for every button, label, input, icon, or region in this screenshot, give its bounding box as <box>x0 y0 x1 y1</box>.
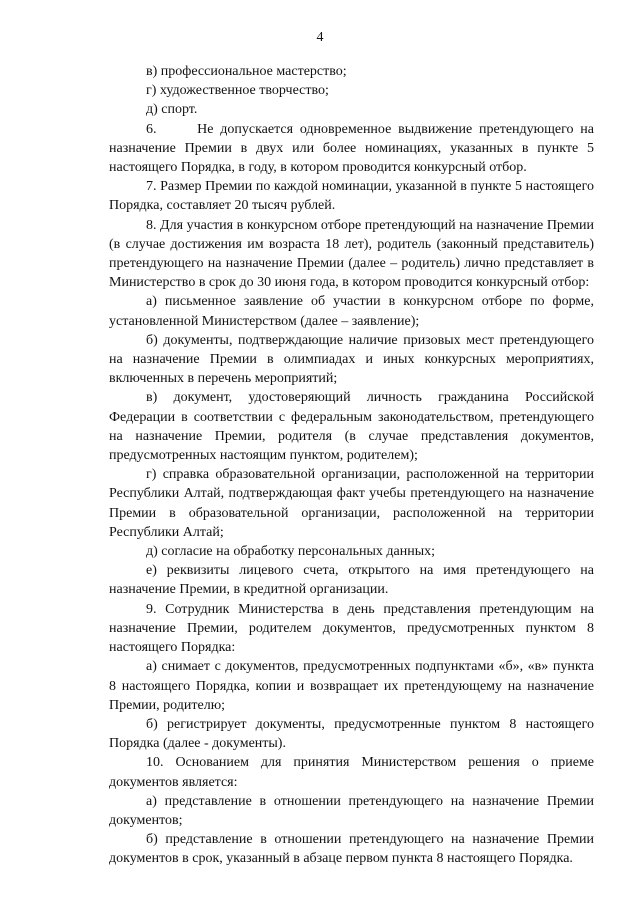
paragraph: г) справка образовательной организации, расположенной на территории Республики Алтай, подтверждающая факт учебы претендующего на назначение Премии в образовательной организации, расположенной на территории Республики Алтай; <box>109 467 594 540</box>
paragraph: 6. Не допускается одновременное выдвижение претендующего на назначение Премии в двух или более номинациях, указанных в пункте 5 настоящего Порядка, в году, в котором проводится конкурсный отбор. <box>109 121 594 176</box>
paragraph: г) художественное творчество; <box>146 83 329 99</box>
document-body <box>109 62 594 869</box>
page-number: 4 <box>316 30 324 45</box>
paragraph: е) реквизиты лицевого счета, открытого на имя претендующего на назначение Премии, в кредитной организации. <box>109 563 594 598</box>
paragraph: д) спорт. <box>146 102 198 118</box>
paragraph: а) письменное заявление об участии в конкурсном отборе по форме, установленной Министерством (далее – заявление); <box>109 294 594 329</box>
paragraph: д) согласие на обработку персональных данных; <box>146 544 435 560</box>
paragraph: б) представление в отношении претендующего на назначение Премии документов в срок, указанный в абзаце первом пункта 8 настоящего Порядка. <box>109 832 594 867</box>
paragraph: в) документ, удостоверяющий личность гражданина Российской Федерации в соответствии с федеральным законодательством, претендующего на назначение Премии, родителя (в случае представления документов, предусмотренных настоящим пунктом, родителем); <box>109 390 594 464</box>
paragraph: б) регистрирует документы, предусмотренные пунктом 8 настоящего Порядка (далее - документы). <box>109 716 594 752</box>
paragraph: 8. Для участия в конкурсном отборе претендующий на назначение Премии (в случае достижения им возраста 18 лет), родитель (законный представитель) претендующего на назначение Премии (далее – родитель) лично представляет в Министерство в срок до 30 июня года, в котором проводится конкурсный отбор: <box>109 217 594 291</box>
paragraph: в) профессиональное мастерство; <box>146 64 347 79</box>
paragraph: 7. Размер Премии по каждой номинации, указанной в пункте 5 настоящего Порядка, составляет 20 тысяч рублей. <box>109 179 594 214</box>
paragraph: 9. Сотрудник Министерства в день представления претендующим на назначение Премии, родителем документов, предусмотренных пунктом 8 настоящего Порядка: <box>109 601 594 656</box>
paragraph: а) снимает с документов, предусмотренных подпунктами «б», «в» пункта 8 настоящего Порядка, копии и возвращает их претендующему на назначение Премии, родителю; <box>109 659 594 713</box>
paragraph: 10. Основанием для принятия Министерством решения о приеме документов является: <box>109 755 594 790</box>
paragraph: б) документы, подтверждающие наличие призовых мест претендующего на назначение Премии в олимпиадах и иных конкурсных мероприятиях, включенных в перечень мероприятий; <box>109 332 594 387</box>
paragraph: а) представление в отношении претендующего на назначение Премии документов; <box>109 793 594 828</box>
